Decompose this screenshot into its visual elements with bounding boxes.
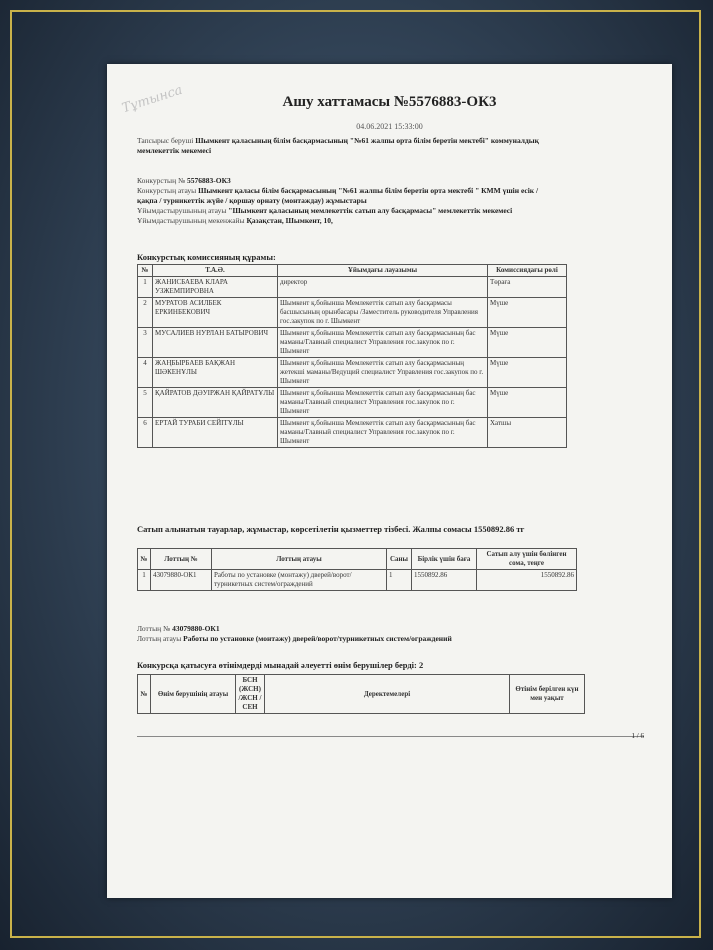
col-header: Өнім берушінің атауы [151, 675, 236, 714]
handwritten-note: Тұтынса [120, 82, 185, 117]
table-cell: ЕРТАЙ ТУРАБИ СЕЙІТҰЛЫ [153, 418, 278, 448]
table-cell: 1550892.86 [477, 570, 577, 591]
table-cell: МУРАТОВ АСИЛБЕК ЕРКИНБЕКОВИЧ [153, 298, 278, 328]
table-row [138, 298, 567, 328]
col-header: Саны [387, 549, 412, 570]
table-cell: 4 [138, 358, 153, 388]
table-row [138, 328, 567, 358]
col-header: № [138, 549, 151, 570]
table-cell: 1 [138, 277, 153, 298]
table-cell: Шымкент қ.бойынша Мемлекеттік сатып алу басқармасының бас маманы/Главный специалист Управления гос.закупок по г. Шымкент [278, 328, 488, 358]
goods-header-row [138, 549, 577, 570]
col-header: Өтінім берілген күн мен уақыт [510, 675, 585, 714]
table-cell: ҚАЙРАТОВ ДӘУІРЖАН ҚАЙРАТҰЛЫ [153, 388, 278, 418]
commission-heading: Конкурстық комиссияның құрамы: [137, 252, 276, 262]
commission-table [137, 264, 567, 448]
footer-rule [137, 736, 644, 737]
contest-info: Конкурстың № 5576883-ОК3 Конкурстың атауы Шымкент қаласы білім басқармасының "№61 жалпы білім беретін орта мектебі " КММ үшін есік / қақпа / турникеттік жүйе / қоршау орнату (монтаждау) жұмыстары Ұйымдастырушының атауы "Шымкент қаласының мемлекеттік сатып алу басқармасы" мемлекеттік мекемесі Ұйымдастырушының мекенжайы Қазақстан, Шымкент, 10, [137, 176, 539, 225]
col-header: Деректемелері [265, 675, 510, 714]
col-header: Сатып алу үшін бөлінген сома, теңге [477, 549, 577, 570]
table-cell: МУСАЛИЕВ НУРЛАН БАТЫРОВИЧ [153, 328, 278, 358]
table-cell: 1 [138, 570, 151, 591]
table-cell: Шымкент қ.бойынша Мемлекеттік сатып алу басқармасының бас маманы/Главный специалист Управления гос.закупок по г. Шымкент [278, 388, 488, 418]
table-cell: Мүше [488, 328, 567, 358]
col-header: Комиссиядағы рөлі [488, 265, 567, 277]
table-cell: Работы по установке (монтажу) дверей/ворот/турникетных систем/ограждений [212, 570, 387, 591]
col-header: Ұйымдағы лауазымы [278, 265, 488, 277]
goods-heading: Сатып алынатын тауарлар, жұмыстар, көрсетілетін қызметтер тізбесі. Жалпы сомасы 1550892.86 тг [137, 524, 525, 534]
applications-table [137, 674, 585, 714]
col-header: Лоттың № [151, 549, 212, 570]
table-cell: Шымкент қ.бойынша Мемлекеттік сатып алу басқармасы басшысының орынбасары /Заместитель руководителя Управления гос.закупок по г. Шымкент [278, 298, 488, 328]
table-row [138, 358, 567, 388]
col-header: № [138, 265, 153, 277]
table-cell: 1550892.86 [412, 570, 477, 591]
page-number: 1 / 6 [631, 732, 644, 740]
table-row [138, 418, 567, 448]
table-cell: Мүше [488, 298, 567, 328]
document-title: Ашу хаттамасы №5576883-ОК3 [282, 94, 497, 110]
col-header: Т.А.Ә. [153, 265, 278, 277]
table-cell: Хатшы [488, 418, 567, 448]
table-row [138, 570, 577, 591]
table-cell: 2 [138, 298, 153, 328]
col-header: Бірлік үшін баға [412, 549, 477, 570]
applications-header-row [138, 675, 585, 714]
table-cell: 6 [138, 418, 153, 448]
table-cell: 5 [138, 388, 153, 418]
table-cell: Мүше [488, 388, 567, 418]
table-cell: ЖАҢБЫРБАЕВ БАҚЖАН ШӘКЕНҰЛЫ [153, 358, 278, 388]
customer-info: Тапсырыс беруші Шымкент қаласының білім басқармасының "№61 жалпы орта білім беретін мектебі" коммуналдық мемлекеттік мекемесі [137, 136, 539, 155]
table-cell: 43079880-ОК1 [151, 570, 212, 591]
col-header: Лоттың атауы [212, 549, 387, 570]
table-cell: Төраға [488, 277, 567, 298]
table-cell: 3 [138, 328, 153, 358]
table-cell: Мүше [488, 358, 567, 388]
table-row [138, 277, 567, 298]
document-page [107, 64, 672, 898]
applications-heading: Конкурсқа қатысуға өтінімдерді мынадай әлеуетті өнім берушілер берді: 2 [137, 660, 424, 670]
table-row [138, 388, 567, 418]
commission-header-row [138, 265, 567, 277]
table-cell: ЖАНИСБАЕВА КЛАРА УЗЖЕМПИРОВНА [153, 277, 278, 298]
table-cell: 1 [387, 570, 412, 591]
goods-table [137, 548, 577, 591]
col-header: БСН (ЖСН) /ЖСН /СЕН [236, 675, 265, 714]
lot-info: Лоттың № 43079880-ОК1 Лоттың атауы Работы по установке (монтажу) дверей/ворот/турникетных систем/ограждений [137, 624, 452, 643]
table-cell: Шымкент қ.бойынша Мемлекеттік сатып алу басқармасының жетекші маманы/Ведущий специалист Управления гос.закупок по г. Шымкент [278, 358, 488, 388]
table-cell: Шымкент қ.бойынша Мемлекеттік сатып алу басқармасының бас маманы/Главный специалист Управления гос.закупок по г. Шымкент [278, 418, 488, 448]
table-cell: директор [278, 277, 488, 298]
col-header: № [138, 675, 151, 714]
document-date: 04.06.2021 15:33:00 [356, 122, 423, 131]
